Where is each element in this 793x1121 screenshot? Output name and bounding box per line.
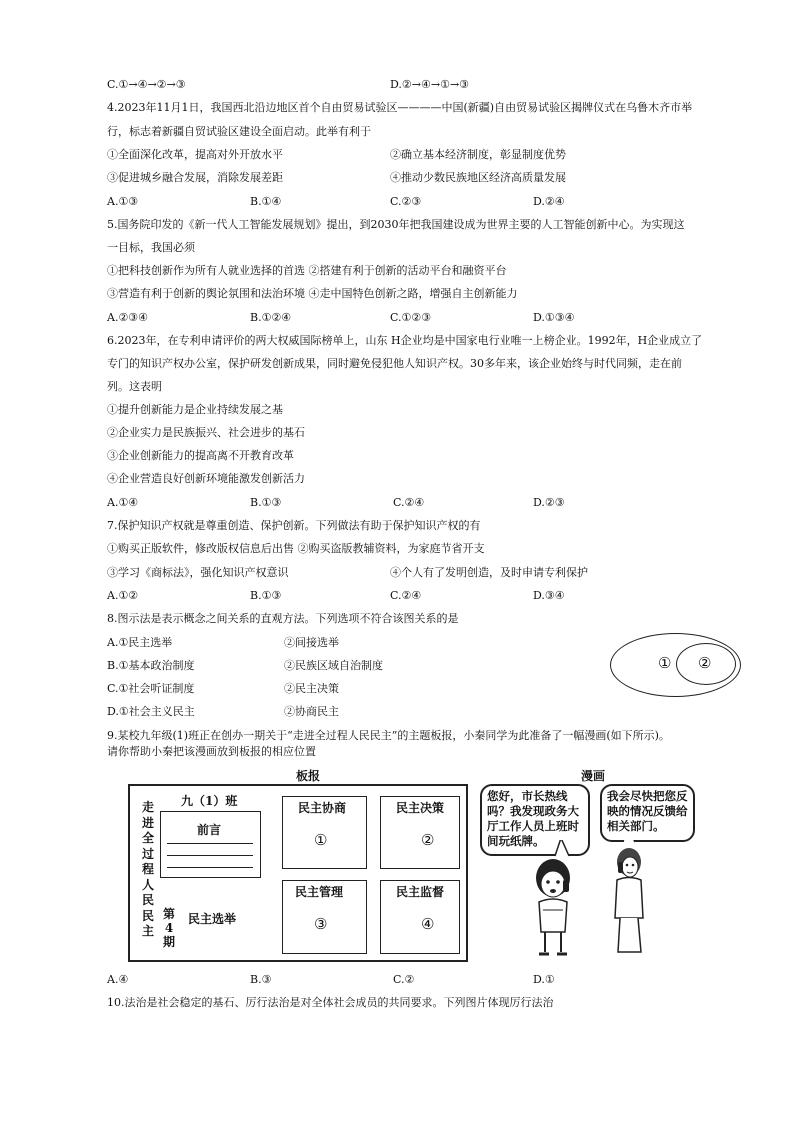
q9-option-b: B.③ bbox=[250, 973, 272, 986]
comic-figures-illustration bbox=[525, 840, 645, 965]
q4-option-d: D.②④ bbox=[533, 195, 565, 208]
q6-option-b: B.①③ bbox=[250, 496, 282, 509]
venn-label-inner: ② bbox=[698, 654, 712, 672]
q4-option-b: B.①④ bbox=[250, 195, 282, 208]
q9-option-c: C.② bbox=[393, 973, 415, 986]
q4-statement-1: ①全面深化改革，提高对外开放水平 bbox=[107, 148, 283, 161]
q3-option-d: D.②→④→①→③ bbox=[390, 78, 470, 91]
board-vertical-title: 走进全过程人民民主 bbox=[141, 800, 154, 938]
q10-stem: 10.法治是社会稳定的基石、厉行法治是对全体社会成员的共同要求。下列图片体现厉行法治 bbox=[107, 996, 554, 1009]
q5-option-c: C.①②③ bbox=[390, 311, 432, 324]
q4-option-a: A.①③ bbox=[107, 195, 139, 208]
q6-stem-line3: 列。这表明 bbox=[107, 380, 162, 393]
q9-stem-line1: 9.某校九年级(1)班正在创办一期关于“走进全过程人民民主”的主题板报，小秦同学为此准备了一幅漫画(如下所示)。 bbox=[107, 729, 670, 742]
q7-option-d: D.③④ bbox=[533, 589, 565, 602]
q8-option-c-left: C.①社会听证制度 bbox=[107, 682, 195, 695]
panel-title-management: 民主管理 bbox=[295, 885, 344, 899]
q6-option-d: D.②③ bbox=[533, 496, 565, 509]
q6-statement-2: ②企业实力是民族振兴、社会进步的基石 bbox=[107, 426, 305, 439]
q6-statement-1: ①提升创新能力是企业持续发展之基 bbox=[107, 403, 283, 416]
q7-statement-3: ③学习《商标法》，强化知识产权意识 bbox=[107, 566, 289, 579]
q5-statements-3-4: ③营造有利于创新的舆论氛围和法治环境 ④走中国特色创新之路，增强自主创新能力 bbox=[107, 287, 518, 300]
preface-line bbox=[167, 843, 253, 844]
q4-statement-2: ②确立基本经济制度，彰显制度优势 bbox=[390, 148, 566, 161]
preface-line bbox=[167, 855, 253, 856]
q8-option-c-right: ②民主决策 bbox=[284, 682, 339, 695]
q8-option-b-right: ②民族区域自治制度 bbox=[284, 659, 383, 672]
q6-statement-3: ③企业创新能力的提高离不开教育改革 bbox=[107, 449, 294, 462]
preface-line bbox=[167, 867, 253, 868]
q7-option-a: A.①② bbox=[107, 589, 139, 602]
q4-statement-3: ③促进城乡融合发展，消除发展差距 bbox=[107, 171, 283, 184]
panel-title-decision: 民主决策 bbox=[396, 801, 445, 815]
q7-stem: 7.保护知识产权就是尊重创造、保护创新。下列做法有助于保护知识产权的有 bbox=[107, 519, 481, 532]
q7-statements-1-2: ①购买正版软件，修改版权信息后出售 ②购买盗版教辅资料，为家庭节省开支 bbox=[107, 542, 485, 555]
q8-option-a-right: ②间接选举 bbox=[284, 636, 339, 649]
panel-number-3: ③ bbox=[314, 915, 328, 933]
q7-option-c: C.②④ bbox=[390, 589, 422, 602]
q6-option-a: A.①④ bbox=[107, 496, 139, 509]
panel-title-consultation: 民主协商 bbox=[298, 801, 347, 815]
q4-statement-4: ④推动少数民族地区经济高质量发展 bbox=[390, 171, 566, 184]
q8-option-d-right: ②协商民主 bbox=[284, 705, 339, 718]
panel-title-supervision: 民主监督 bbox=[396, 885, 445, 899]
q4-stem-line1: 4.2023年11月1日，我国西北沿边地区首个自由贸易试验区————中国(新疆)自由贸易试验区揭牌仪式在乌鲁木齐市举 bbox=[107, 101, 693, 114]
panel-number-4: ④ bbox=[421, 915, 435, 933]
board-class-header: 九（1）班 bbox=[181, 794, 238, 808]
q5-stem-line2: 一目标，我国必须 bbox=[107, 241, 195, 254]
preface-title: 前言 bbox=[197, 823, 222, 837]
q6-stem-line2: 专门的知识产权办公室，保护研发创新成果，同时避免侵犯他人知识产权。30多年来，该企业始终与时代同频，走在前 bbox=[107, 357, 682, 370]
q5-statements-1-2: ①把科技创新作为所有人就业选择的首选 ②搭建有利于创新的活动平台和融资平台 bbox=[107, 264, 507, 277]
q6-stem-line1: 6.2023年，在专利申请评价的两大权威国际榜单上，山东 H企业均是中国家电行业唯一上榜企业。1992年，H企业成立了 bbox=[107, 334, 703, 347]
comic-bubble-hotline: 我会尽快把您反映的情况反馈给相关部门。 bbox=[600, 784, 695, 842]
q4-stem-line2: 行，标志着新疆自贸试验区建设全面启动。此举有利于 bbox=[107, 125, 371, 138]
q5-option-b: B.①②④ bbox=[250, 311, 292, 324]
comic-bubble-citizen: 您好，市长热线吗？我发现政务大厅工作人员上班时间玩纸牌。 bbox=[480, 784, 590, 856]
q8-stem: 8.图示法是表示概念之间关系的直观方法。下列选项不符合该图关系的是 bbox=[107, 612, 459, 625]
q6-statement-4: ④企业营造良好创新环境能激发创新活力 bbox=[107, 472, 305, 485]
panel-number-1: ① bbox=[314, 831, 328, 849]
venn-label-outer: ① bbox=[658, 654, 672, 672]
q9-option-a: A.④ bbox=[107, 973, 129, 986]
q7-statement-4: ④个人有了发明创造，及时申请专利保护 bbox=[390, 566, 588, 579]
board-caption: 板报 bbox=[296, 769, 321, 783]
board-issue-number: 第4期 bbox=[162, 907, 175, 949]
q5-option-a: A.②③④ bbox=[107, 311, 149, 324]
q6-option-c: C.②④ bbox=[393, 496, 425, 509]
q7-option-b: B.①③ bbox=[250, 589, 282, 602]
q9-option-d: D.① bbox=[533, 973, 555, 986]
board-election-title: 民主选举 bbox=[188, 912, 237, 926]
q3-option-c: C.①→④→②→③ bbox=[107, 78, 186, 91]
q5-stem-line1: 5.国务院印发的《新一代人工智能发展规划》提出，到2030年把我国建设成为世界主要的人工智能创新中心。为实现这 bbox=[107, 218, 685, 231]
comic-caption: 漫画 bbox=[581, 769, 606, 783]
panel-number-2: ② bbox=[421, 831, 435, 849]
q8-option-d-left: D.①社会主义民主 bbox=[107, 705, 195, 718]
q8-option-a-left: A.①民主选举 bbox=[107, 636, 173, 649]
q4-option-c: C.②③ bbox=[390, 195, 422, 208]
q5-option-d: D.①③④ bbox=[533, 311, 575, 324]
q8-option-b-left: B.①基本政治制度 bbox=[107, 659, 195, 672]
q9-stem-line2: 请你帮助小秦把该漫画放到板报的相应位置 bbox=[107, 745, 316, 758]
